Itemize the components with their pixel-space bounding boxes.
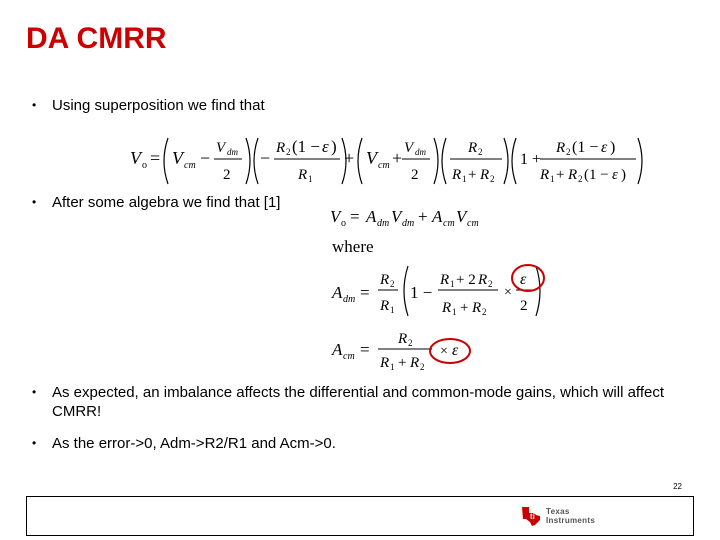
svg-text:1 +: 1 + [520, 151, 542, 168]
bullet-dot: • [32, 195, 37, 209]
svg-text:+ 2: + 2 [456, 272, 476, 288]
svg-text:cm: cm [467, 218, 479, 229]
svg-text:ti: ti [530, 512, 535, 521]
svg-text:+: + [460, 300, 469, 316]
svg-text:2: 2 [223, 167, 231, 183]
svg-text:1: 1 [390, 362, 395, 372]
bullet-dot: • [32, 98, 37, 112]
svg-text:R: R [380, 272, 390, 288]
svg-text:R: R [440, 272, 450, 288]
svg-text:ε: ε [520, 271, 527, 288]
page-number: 22 [673, 482, 682, 491]
svg-text:2: 2 [420, 362, 425, 372]
svg-text:V: V [216, 140, 226, 156]
where-label: where [332, 237, 374, 256]
svg-text:V: V [366, 148, 377, 168]
svg-text:1: 1 [390, 305, 395, 315]
svg-text:+: + [398, 355, 407, 371]
svg-text:1: 1 [452, 307, 457, 317]
svg-text:ε: ε [612, 167, 618, 183]
svg-text:1: 1 [550, 174, 555, 184]
svg-text:×: × [440, 344, 448, 359]
svg-text:R: R [478, 272, 488, 288]
svg-text:R: R [452, 167, 462, 183]
svg-text:dm: dm [415, 147, 426, 157]
ti-wordmark-line1: Texas [546, 507, 570, 516]
svg-text:A: A [366, 207, 377, 226]
svg-text:1: 1 [462, 174, 467, 184]
svg-text:2: 2 [286, 147, 291, 157]
svg-text:+: + [344, 148, 355, 168]
highlight-circle [430, 339, 470, 363]
svg-text:R: R [468, 140, 478, 156]
svg-text:2: 2 [408, 338, 413, 348]
svg-text:cm: cm [343, 351, 355, 362]
svg-text:2: 2 [578, 174, 583, 184]
svg-text:1 −: 1 − [410, 283, 433, 302]
svg-text:(1 −: (1 − [292, 137, 320, 156]
svg-text:2: 2 [411, 167, 419, 183]
svg-text:=: = [150, 148, 161, 168]
svg-text:): ) [621, 167, 626, 183]
svg-text:+: + [468, 167, 477, 183]
svg-text:ε: ε [601, 139, 608, 156]
svg-text:−: − [260, 148, 271, 168]
svg-text:−: − [200, 148, 211, 168]
bullet-dot: • [32, 385, 37, 399]
svg-text:dm: dm [402, 218, 415, 229]
svg-text:R: R [398, 331, 408, 347]
svg-text:R: R [472, 300, 482, 316]
svg-text:R: R [556, 140, 566, 156]
svg-text:V: V [130, 148, 141, 168]
svg-text:2: 2 [478, 147, 483, 157]
svg-text:A: A [332, 340, 343, 359]
svg-text:): ) [610, 139, 616, 156]
bullet-text: As expected, an imbalance affects the differential and common-mode gains, which will affect CMRR! [52, 384, 665, 420]
svg-text:dm: dm [377, 218, 390, 229]
svg-text:1: 1 [308, 174, 313, 184]
bullet-text: Using superposition we find that [52, 97, 265, 114]
svg-text:dm: dm [227, 147, 238, 157]
svg-text:V: V [404, 140, 414, 156]
svg-text:o: o [142, 160, 147, 171]
svg-text:=: = [350, 207, 360, 226]
svg-text:=: = [360, 340, 370, 359]
svg-text:cm: cm [378, 160, 390, 171]
bullet-dot: • [32, 436, 37, 450]
bullet-text: As the error->0, Adm->R2/R1 and Acm->0. [52, 435, 336, 452]
svg-text:V: V [172, 148, 183, 168]
ti-wordmark [546, 507, 595, 525]
texas-state-icon [520, 505, 542, 527]
bullet-error-limit [32, 434, 652, 453]
svg-text:2: 2 [490, 174, 495, 184]
svg-text:2: 2 [482, 307, 487, 317]
svg-text:(1 −: (1 − [572, 139, 599, 156]
svg-text:): ) [331, 137, 337, 156]
bullet-superposition [32, 96, 652, 115]
svg-text:R: R [298, 167, 308, 183]
svg-text:2: 2 [520, 298, 528, 314]
svg-text:=: = [360, 283, 370, 302]
svg-text:+: + [556, 167, 565, 183]
svg-text:R: R [380, 355, 390, 371]
ti-logo [520, 505, 595, 527]
bullet-after-algebra [32, 193, 332, 212]
svg-text:o: o [341, 218, 346, 229]
svg-text:cm: cm [184, 160, 196, 171]
svg-text:2: 2 [488, 279, 493, 289]
bullet-text: After some algebra we find that [1] [52, 194, 281, 211]
svg-text:dm: dm [343, 294, 356, 305]
svg-text:R: R [442, 300, 452, 316]
superposition-equation [128, 128, 658, 188]
svg-text:R: R [568, 167, 578, 183]
bullet-imbalance [32, 383, 682, 421]
slide-title: DA CMRR [26, 22, 167, 55]
svg-text:+: + [392, 148, 403, 168]
svg-text:(1 −: (1 − [584, 167, 609, 183]
svg-text:R: R [540, 167, 550, 183]
svg-text:×: × [504, 285, 512, 300]
svg-text:R: R [276, 140, 286, 156]
svg-text:R: R [380, 298, 390, 314]
svg-text:V: V [456, 207, 467, 226]
svg-text:V: V [391, 207, 402, 226]
svg-text:+: + [418, 207, 428, 226]
gain-equations [328, 200, 568, 370]
svg-text:1: 1 [450, 279, 455, 289]
svg-text:ε: ε [322, 137, 329, 156]
svg-text:2: 2 [566, 147, 571, 157]
svg-text:V: V [330, 207, 341, 226]
svg-text:cm: cm [443, 218, 455, 229]
svg-text:ε: ε [452, 342, 459, 359]
svg-text:A: A [432, 207, 443, 226]
svg-text:R: R [410, 355, 420, 371]
svg-text:R: R [480, 167, 490, 183]
svg-text:2: 2 [390, 279, 395, 289]
svg-text:A: A [332, 283, 343, 302]
ti-wordmark-line2: Instruments [546, 516, 596, 525]
